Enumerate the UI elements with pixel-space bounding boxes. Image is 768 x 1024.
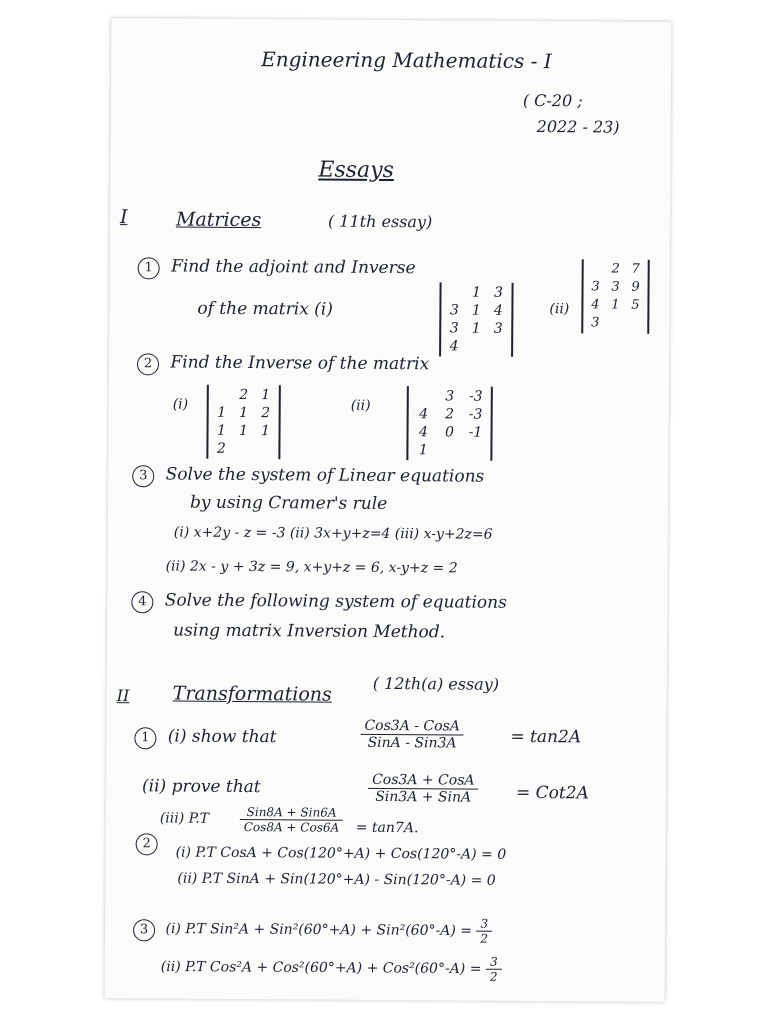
transformation-3-ii: [161, 952, 502, 983]
denominator: 2: [489, 969, 498, 984]
matrix-cell: 3: [591, 315, 600, 331]
denominator: SinA - Sin3A: [367, 734, 457, 752]
matrix-cell: 2: [445, 406, 455, 423]
section-note-1: ( 11th essay): [327, 211, 433, 232]
course-code: ( C-20 ;: [522, 90, 583, 111]
matrix-cell: 2: [239, 386, 249, 404]
question-number: 3: [133, 919, 155, 941]
section-marker-2: II: [116, 686, 130, 706]
question-3-line-4: (ii) 2x - y + 3z = 9, x+y+z = 6, x-y+z = 2: [165, 558, 458, 577]
fraction-1-ii: [368, 772, 479, 806]
transformation-2-i: (i) P.T CosA + Cos(120°+A) + Cos(120°-A) = 0: [175, 844, 507, 863]
matrix-cell: 4: [591, 297, 600, 313]
question-2: [137, 352, 429, 377]
matrix-cell: -3: [468, 406, 483, 423]
question-text: (i) show that: [167, 726, 277, 748]
numerator: Sin8A + Sin6A: [240, 805, 344, 821]
fraction-1-i: [360, 718, 464, 752]
matrix-cell: 0: [445, 424, 455, 441]
label-ii: (ii): [350, 397, 371, 414]
transformation-1-ii: (ii) prove that: [141, 776, 261, 798]
matrix-cell: 1: [471, 284, 482, 301]
matrix-cell: 2: [611, 261, 620, 277]
page-title: Engineering Mathematics - I: [261, 47, 552, 74]
matrix-cell: 3: [611, 279, 620, 295]
matrix-cell: 1: [261, 387, 271, 404]
matrix-cell: 4: [419, 424, 429, 441]
question-1: [138, 256, 416, 281]
numerator: 3: [476, 917, 492, 932]
question-4-line-2: using matrix Inversion Method.: [173, 620, 446, 643]
matrix-cell: 1: [239, 404, 249, 422]
academic-year: 2022 - 23): [536, 117, 620, 137]
matrix-cell: 1: [418, 442, 428, 459]
matrix-cell: 3: [493, 284, 504, 301]
matrix-cell: 1: [471, 302, 481, 319]
question-4: [131, 590, 507, 616]
matrix-q1-ii: [581, 259, 650, 333]
matrix-cell: 3: [449, 320, 459, 337]
question-3-line-3: (i) x+2y - z = -3 (ii) 3x+y+z=4 (iii) x-y+2z=6: [173, 524, 493, 543]
question-text: Find the adjoint and Inverse: [171, 256, 416, 279]
question-number: 1: [134, 727, 156, 749]
section-title-transformations: Transformations: [172, 682, 332, 706]
numerator: Cos3A + CosA: [368, 772, 479, 790]
fraction-1-iii: [240, 805, 344, 835]
matrix-cell: 1: [611, 297, 620, 313]
matrix-cell: 4: [449, 338, 459, 355]
matrix-cell: 2: [261, 405, 271, 422]
matrix-cell: 1: [217, 404, 227, 421]
question-3: [132, 464, 484, 489]
matrix-cell: 2: [216, 440, 226, 457]
section-note-2: ( 12th(a) essay): [372, 673, 500, 694]
question-number: 3: [132, 465, 154, 487]
numerator: Cos3A - CosA: [360, 718, 464, 736]
matrix-cell: -3: [468, 388, 483, 405]
question-number: 2: [136, 833, 158, 855]
denominator: Cos8A + Cos6A: [243, 820, 340, 835]
rhs-1-ii: = Cot2A: [515, 782, 589, 804]
matrix-cell: 1: [217, 422, 227, 439]
matrix-cell: 3: [493, 320, 503, 337]
transformation-2-number: [136, 832, 164, 855]
rhs-1-i: = tan2A: [510, 726, 582, 748]
matrix-cell: 3: [591, 279, 600, 295]
transformation-3-i: [133, 914, 492, 946]
matrix-cell: 5: [631, 297, 640, 313]
question-3-line-2: by using Cramer's rule: [189, 492, 388, 514]
label-i: (i): [172, 396, 189, 413]
transformation-2-ii: (ii) P.T SinA + Sin(120°+A) - Sin(120°-A) = 0: [177, 870, 496, 889]
question-text: Find the Inverse of the matrix: [170, 352, 430, 375]
matrix-q2-i: [206, 385, 281, 460]
matrix-cell: 1: [239, 422, 249, 440]
denominator: Sin3A + SinA: [375, 788, 472, 806]
matrix-cell: 4: [419, 406, 429, 423]
question-number: 4: [131, 591, 153, 613]
question-1-line-2: of the matrix (i): [197, 298, 333, 320]
matrix-cell: 4: [493, 302, 503, 319]
label-ii: (ii): [549, 301, 570, 318]
matrix-cell: 9: [631, 279, 640, 295]
question-text: (ii) P.T Cos²A + Cos²(60°+A) + Cos²(60°-A) =: [160, 958, 482, 978]
matrix-cell: 3: [449, 302, 459, 319]
transformation-1-i: [134, 726, 276, 750]
matrix-cell: 1: [471, 320, 481, 337]
transformation-1-iii: (iii) P.T: [159, 810, 210, 827]
section-title-matrices: Matrices: [175, 208, 262, 232]
notes-page: [105, 18, 672, 1002]
matrix-q2-ii: [406, 386, 493, 461]
denominator: 2: [480, 931, 489, 946]
numerator: 3: [486, 955, 502, 970]
question-number: 2: [137, 353, 159, 375]
matrix-cell: 1: [261, 423, 271, 440]
matrix-q1-i: [439, 282, 514, 357]
question-number: 1: [138, 257, 160, 279]
section-marker-1: I: [119, 206, 128, 229]
question-text: Solve the system of Linear equations: [165, 464, 485, 487]
rhs-1-iii: = tan7A.: [355, 819, 419, 837]
question-text: (i) P.T Sin²A + Sin²(60°+A) + Sin²(60°-A) =: [165, 920, 473, 940]
matrix-cell: 7: [631, 261, 640, 277]
matrix-cell: -1: [468, 424, 483, 441]
question-text: Solve the following system of equations: [164, 590, 507, 613]
essays-heading: Essays: [318, 157, 394, 184]
matrix-cell: 3: [445, 388, 455, 405]
